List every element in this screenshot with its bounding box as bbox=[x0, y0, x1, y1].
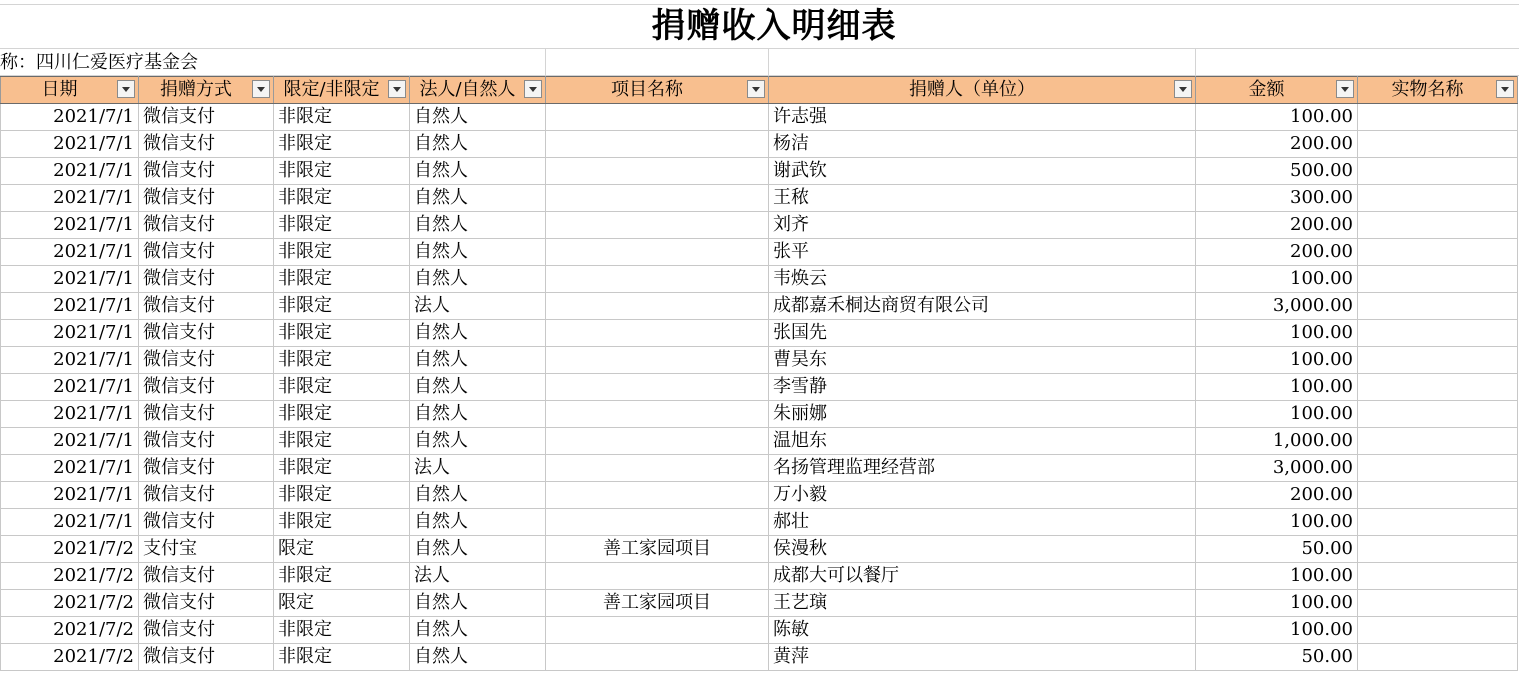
table-row bbox=[1, 266, 1518, 293]
cell-amount[interactable]: 100.00 bbox=[1196, 563, 1358, 590]
cell-date[interactable]: 2021/7/1 bbox=[1, 482, 139, 509]
cell-amount[interactable]: 100.00 bbox=[1196, 617, 1358, 644]
cell-date[interactable]: 2021/7/1 bbox=[1, 212, 139, 239]
table-row bbox=[1, 347, 1518, 374]
header-amount[interactable] bbox=[1196, 77, 1358, 104]
cell-project[interactable] bbox=[546, 644, 769, 671]
cell-restriction[interactable]: 非限定 bbox=[274, 104, 410, 131]
cell-project[interactable] bbox=[546, 212, 769, 239]
cell-date[interactable]: 2021/7/1 bbox=[1, 320, 139, 347]
cell-date[interactable]: 2021/7/2 bbox=[1, 590, 139, 617]
cell-item-name[interactable] bbox=[1358, 266, 1518, 293]
cell-amount[interactable]: 100.00 bbox=[1196, 590, 1358, 617]
table-row bbox=[1, 212, 1518, 239]
cell-method[interactable]: 微信支付 bbox=[139, 239, 274, 266]
cell-donor[interactable]: 许志强 bbox=[769, 104, 1196, 131]
cell-project[interactable] bbox=[546, 509, 769, 536]
cell-item-name[interactable] bbox=[1358, 644, 1518, 671]
gridline bbox=[545, 49, 546, 75]
cell-entity-type[interactable]: 自然人 bbox=[410, 320, 546, 347]
cell-amount[interactable]: 100.00 bbox=[1196, 104, 1358, 131]
header-label: 捐赠方式 bbox=[160, 79, 232, 100]
cell-method[interactable]: 微信支付 bbox=[139, 185, 274, 212]
header-label: 实物名称 bbox=[1391, 79, 1464, 100]
header-label: 金额 bbox=[1248, 79, 1285, 100]
subtitle-row bbox=[0, 49, 1519, 76]
cell-project[interactable]: 善工家园项目 bbox=[546, 536, 769, 563]
donation-table bbox=[0, 76, 1518, 671]
filter-dropdown-icon[interactable] bbox=[524, 80, 542, 98]
table-row bbox=[1, 428, 1518, 455]
cell-restriction[interactable]: 限定 bbox=[274, 536, 410, 563]
cell-donor[interactable]: 韦焕云 bbox=[769, 266, 1196, 293]
table-row bbox=[1, 482, 1518, 509]
table-row bbox=[1, 374, 1518, 401]
cell-donor[interactable]: 朱丽娜 bbox=[769, 401, 1196, 428]
cell-amount[interactable]: 100.00 bbox=[1196, 509, 1358, 536]
cell-amount[interactable]: 100.00 bbox=[1196, 374, 1358, 401]
cell-method[interactable]: 微信支付 bbox=[139, 401, 274, 428]
cell-item-name[interactable] bbox=[1358, 212, 1518, 239]
cell-project[interactable] bbox=[546, 185, 769, 212]
cell-method[interactable]: 微信支付 bbox=[139, 158, 274, 185]
cell-amount[interactable]: 300.00 bbox=[1196, 185, 1358, 212]
filter-dropdown-icon[interactable] bbox=[1496, 80, 1514, 98]
cell-donor[interactable]: 张国先 bbox=[769, 320, 1196, 347]
cell-amount[interactable]: 3,000.00 bbox=[1196, 293, 1358, 320]
filter-dropdown-icon[interactable] bbox=[117, 80, 135, 98]
table-row bbox=[1, 617, 1518, 644]
cell-entity-type[interactable]: 自然人 bbox=[410, 212, 546, 239]
cell-entity-type[interactable]: 自然人 bbox=[410, 185, 546, 212]
table-row bbox=[1, 536, 1518, 563]
cell-restriction[interactable]: 非限定 bbox=[274, 185, 410, 212]
cell-date[interactable]: 2021/7/1 bbox=[1, 185, 139, 212]
header-donor[interactable] bbox=[769, 77, 1196, 104]
cell-item-name[interactable] bbox=[1358, 428, 1518, 455]
filter-dropdown-icon[interactable] bbox=[747, 80, 765, 98]
cell-date[interactable]: 2021/7/1 bbox=[1, 509, 139, 536]
table-row bbox=[1, 293, 1518, 320]
cell-donor[interactable]: 成都大可以餐厅 bbox=[769, 563, 1196, 590]
cell-amount[interactable]: 1,000.00 bbox=[1196, 428, 1358, 455]
cell-amount[interactable]: 100.00 bbox=[1196, 401, 1358, 428]
cell-amount[interactable]: 100.00 bbox=[1196, 266, 1358, 293]
cell-amount[interactable]: 100.00 bbox=[1196, 347, 1358, 374]
cell-date[interactable]: 2021/7/1 bbox=[1, 104, 139, 131]
cell-method[interactable]: 微信支付 bbox=[139, 563, 274, 590]
cell-restriction[interactable]: 非限定 bbox=[274, 644, 410, 671]
cell-project[interactable]: 善工家园项目 bbox=[546, 590, 769, 617]
cell-date[interactable]: 2021/7/1 bbox=[1, 131, 139, 158]
cell-method[interactable]: 微信支付 bbox=[139, 266, 274, 293]
cell-project[interactable] bbox=[546, 482, 769, 509]
cell-entity-type[interactable]: 自然人 bbox=[410, 617, 546, 644]
cell-method[interactable]: 微信支付 bbox=[139, 293, 274, 320]
cell-donor[interactable]: 陈敏 bbox=[769, 617, 1196, 644]
header-item-name[interactable] bbox=[1358, 77, 1518, 104]
table-row bbox=[1, 563, 1518, 590]
cell-method[interactable]: 微信支付 bbox=[139, 590, 274, 617]
cell-date[interactable]: 2021/7/2 bbox=[1, 563, 139, 590]
table-row bbox=[1, 455, 1518, 482]
title-row bbox=[0, 4, 1519, 49]
cell-method[interactable]: 微信支付 bbox=[139, 644, 274, 671]
cell-item-name[interactable] bbox=[1358, 455, 1518, 482]
cell-project[interactable] bbox=[546, 104, 769, 131]
cell-amount[interactable]: 200.00 bbox=[1196, 212, 1358, 239]
cell-amount[interactable]: 3,000.00 bbox=[1196, 455, 1358, 482]
cell-entity-type[interactable]: 自然人 bbox=[410, 239, 546, 266]
cell-restriction[interactable]: 非限定 bbox=[274, 563, 410, 590]
cell-project[interactable] bbox=[546, 131, 769, 158]
cell-entity-type[interactable]: 自然人 bbox=[410, 482, 546, 509]
cell-entity-type[interactable]: 自然人 bbox=[410, 509, 546, 536]
cell-entity-type[interactable]: 自然人 bbox=[410, 536, 546, 563]
cell-amount[interactable]: 100.00 bbox=[1196, 320, 1358, 347]
cell-date[interactable]: 2021/7/1 bbox=[1, 239, 139, 266]
cell-item-name[interactable] bbox=[1358, 185, 1518, 212]
cell-item-name[interactable] bbox=[1358, 131, 1518, 158]
table-row bbox=[1, 320, 1518, 347]
cell-entity-type[interactable]: 法人 bbox=[410, 293, 546, 320]
cell-entity-type[interactable]: 自然人 bbox=[410, 158, 546, 185]
header-label: 法人/自然人 bbox=[419, 79, 516, 100]
cell-item-name[interactable] bbox=[1358, 239, 1518, 266]
cell-method[interactable]: 微信支付 bbox=[139, 455, 274, 482]
organization-name[interactable]: 称：四川仁爱医疗基金会 bbox=[0, 52, 198, 73]
cell-restriction[interactable]: 非限定 bbox=[274, 482, 410, 509]
cell-donor[interactable]: 刘齐 bbox=[769, 212, 1196, 239]
cell-date[interactable]: 2021/7/1 bbox=[1, 266, 139, 293]
cell-restriction[interactable]: 非限定 bbox=[274, 428, 410, 455]
cell-entity-type[interactable]: 自然人 bbox=[410, 644, 546, 671]
cell-restriction[interactable]: 非限定 bbox=[274, 293, 410, 320]
cell-restriction[interactable]: 非限定 bbox=[274, 158, 410, 185]
cell-date[interactable]: 2021/7/1 bbox=[1, 293, 139, 320]
cell-date[interactable]: 2021/7/1 bbox=[1, 455, 139, 482]
header-entity-type[interactable] bbox=[410, 77, 546, 104]
cell-entity-type[interactable]: 法人 bbox=[410, 563, 546, 590]
sheet-title[interactable]: 捐赠收入明细表 bbox=[651, 6, 897, 46]
header-method[interactable] bbox=[139, 77, 274, 104]
cell-amount[interactable]: 200.00 bbox=[1196, 239, 1358, 266]
table-row bbox=[1, 401, 1518, 428]
cell-donor[interactable]: 黄萍 bbox=[769, 644, 1196, 671]
cell-date[interactable]: 2021/7/1 bbox=[1, 374, 139, 401]
cell-method[interactable]: 微信支付 bbox=[139, 428, 274, 455]
cell-entity-type[interactable]: 自然人 bbox=[410, 401, 546, 428]
cell-project[interactable] bbox=[546, 239, 769, 266]
cell-method[interactable]: 微信支付 bbox=[139, 374, 274, 401]
cell-entity-type[interactable]: 自然人 bbox=[410, 590, 546, 617]
cell-item-name[interactable] bbox=[1358, 374, 1518, 401]
cell-date[interactable]: 2021/7/2 bbox=[1, 644, 139, 671]
filter-dropdown-icon[interactable] bbox=[1336, 80, 1354, 98]
cell-entity-type[interactable]: 自然人 bbox=[410, 374, 546, 401]
cell-item-name[interactable] bbox=[1358, 401, 1518, 428]
cell-restriction[interactable]: 非限定 bbox=[274, 347, 410, 374]
cell-date[interactable]: 2021/7/1 bbox=[1, 158, 139, 185]
cell-item-name[interactable] bbox=[1358, 482, 1518, 509]
cell-donor[interactable]: 名扬管理监理经营部 bbox=[769, 455, 1196, 482]
cell-donor[interactable]: 张平 bbox=[769, 239, 1196, 266]
cell-project[interactable] bbox=[546, 428, 769, 455]
cell-date[interactable]: 2021/7/1 bbox=[1, 428, 139, 455]
table-row bbox=[1, 644, 1518, 671]
cell-restriction[interactable]: 限定 bbox=[274, 590, 410, 617]
cell-restriction[interactable]: 非限定 bbox=[274, 374, 410, 401]
header-project[interactable] bbox=[546, 77, 769, 104]
cell-method[interactable]: 微信支付 bbox=[139, 617, 274, 644]
cell-restriction[interactable]: 非限定 bbox=[274, 320, 410, 347]
cell-project[interactable] bbox=[546, 320, 769, 347]
table-row bbox=[1, 239, 1518, 266]
table-row bbox=[1, 185, 1518, 212]
table-row bbox=[1, 104, 1518, 131]
cell-donor[interactable]: 曹昊东 bbox=[769, 347, 1196, 374]
cell-project[interactable] bbox=[546, 374, 769, 401]
cell-item-name[interactable] bbox=[1358, 104, 1518, 131]
table-row bbox=[1, 590, 1518, 617]
cell-amount[interactable]: 50.00 bbox=[1196, 536, 1358, 563]
cell-restriction[interactable]: 非限定 bbox=[274, 212, 410, 239]
cell-item-name[interactable] bbox=[1358, 293, 1518, 320]
cell-donor[interactable]: 王秾 bbox=[769, 185, 1196, 212]
cell-item-name[interactable] bbox=[1358, 347, 1518, 374]
gridline bbox=[768, 49, 769, 75]
filter-dropdown-icon[interactable] bbox=[252, 80, 270, 98]
cell-amount[interactable]: 500.00 bbox=[1196, 158, 1358, 185]
cell-item-name[interactable] bbox=[1358, 536, 1518, 563]
cell-entity-type[interactable]: 自然人 bbox=[410, 104, 546, 131]
cell-donor[interactable]: 李雪静 bbox=[769, 374, 1196, 401]
cell-project[interactable] bbox=[546, 293, 769, 320]
cell-donor[interactable]: 杨洁 bbox=[769, 131, 1196, 158]
cell-restriction[interactable]: 非限定 bbox=[274, 131, 410, 158]
header-label: 日期 bbox=[41, 79, 78, 100]
header-row bbox=[1, 77, 1518, 104]
cell-project[interactable] bbox=[546, 563, 769, 590]
cell-item-name[interactable] bbox=[1358, 158, 1518, 185]
cell-entity-type[interactable]: 法人 bbox=[410, 455, 546, 482]
cell-amount[interactable]: 200.00 bbox=[1196, 131, 1358, 158]
cell-item-name[interactable] bbox=[1358, 563, 1518, 590]
cell-entity-type[interactable]: 自然人 bbox=[410, 266, 546, 293]
cell-date[interactable]: 2021/7/1 bbox=[1, 401, 139, 428]
header-label: 捐赠人（单位） bbox=[909, 79, 1035, 100]
cell-restriction[interactable]: 非限定 bbox=[274, 617, 410, 644]
cell-donor[interactable]: 王艺璌 bbox=[769, 590, 1196, 617]
cell-project[interactable] bbox=[546, 158, 769, 185]
cell-restriction[interactable]: 非限定 bbox=[274, 509, 410, 536]
cell-restriction[interactable]: 非限定 bbox=[274, 401, 410, 428]
cell-project[interactable] bbox=[546, 401, 769, 428]
cell-method[interactable]: 微信支付 bbox=[139, 212, 274, 239]
cell-project[interactable] bbox=[546, 455, 769, 482]
cell-donor[interactable]: 侯漫秋 bbox=[769, 536, 1196, 563]
cell-entity-type[interactable]: 自然人 bbox=[410, 347, 546, 374]
cell-method[interactable]: 支付宝 bbox=[139, 536, 274, 563]
cell-entity-type[interactable]: 自然人 bbox=[410, 131, 546, 158]
header-label: 项目名称 bbox=[611, 79, 683, 100]
cell-restriction[interactable]: 非限定 bbox=[274, 239, 410, 266]
filter-dropdown-icon[interactable] bbox=[388, 80, 406, 98]
cell-method[interactable]: 微信支付 bbox=[139, 104, 274, 131]
cell-date[interactable]: 2021/7/2 bbox=[1, 536, 139, 563]
cell-project[interactable] bbox=[546, 266, 769, 293]
cell-donor[interactable]: 万小毅 bbox=[769, 482, 1196, 509]
cell-date[interactable]: 2021/7/1 bbox=[1, 347, 139, 374]
cell-method[interactable]: 微信支付 bbox=[139, 482, 274, 509]
cell-item-name[interactable] bbox=[1358, 320, 1518, 347]
table-row bbox=[1, 158, 1518, 185]
cell-donor[interactable]: 谢武钦 bbox=[769, 158, 1196, 185]
cell-amount[interactable]: 200.00 bbox=[1196, 482, 1358, 509]
header-date[interactable] bbox=[1, 77, 139, 104]
table-row bbox=[1, 131, 1518, 158]
cell-project[interactable] bbox=[546, 617, 769, 644]
cell-restriction[interactable]: 非限定 bbox=[274, 455, 410, 482]
table-row bbox=[1, 509, 1518, 536]
cell-entity-type[interactable]: 自然人 bbox=[410, 428, 546, 455]
cell-method[interactable]: 微信支付 bbox=[139, 131, 274, 158]
cell-amount[interactable]: 50.00 bbox=[1196, 644, 1358, 671]
cell-method[interactable]: 微信支付 bbox=[139, 509, 274, 536]
cell-item-name[interactable] bbox=[1358, 509, 1518, 536]
header-restriction[interactable] bbox=[274, 77, 410, 104]
cell-method[interactable]: 微信支付 bbox=[139, 320, 274, 347]
cell-donor[interactable]: 温旭东 bbox=[769, 428, 1196, 455]
cell-item-name[interactable] bbox=[1358, 617, 1518, 644]
filter-dropdown-icon[interactable] bbox=[1174, 80, 1192, 98]
cell-restriction[interactable]: 非限定 bbox=[274, 266, 410, 293]
header-label: 限定/非限定 bbox=[283, 79, 380, 100]
cell-method[interactable]: 微信支付 bbox=[139, 347, 274, 374]
cell-project[interactable] bbox=[546, 347, 769, 374]
cell-donor[interactable]: 成都嘉禾桐达商贸有限公司 bbox=[769, 293, 1196, 320]
cell-date[interactable]: 2021/7/2 bbox=[1, 617, 139, 644]
cell-donor[interactable]: 郝壮 bbox=[769, 509, 1196, 536]
gridline bbox=[1195, 49, 1196, 75]
cell-item-name[interactable] bbox=[1358, 590, 1518, 617]
